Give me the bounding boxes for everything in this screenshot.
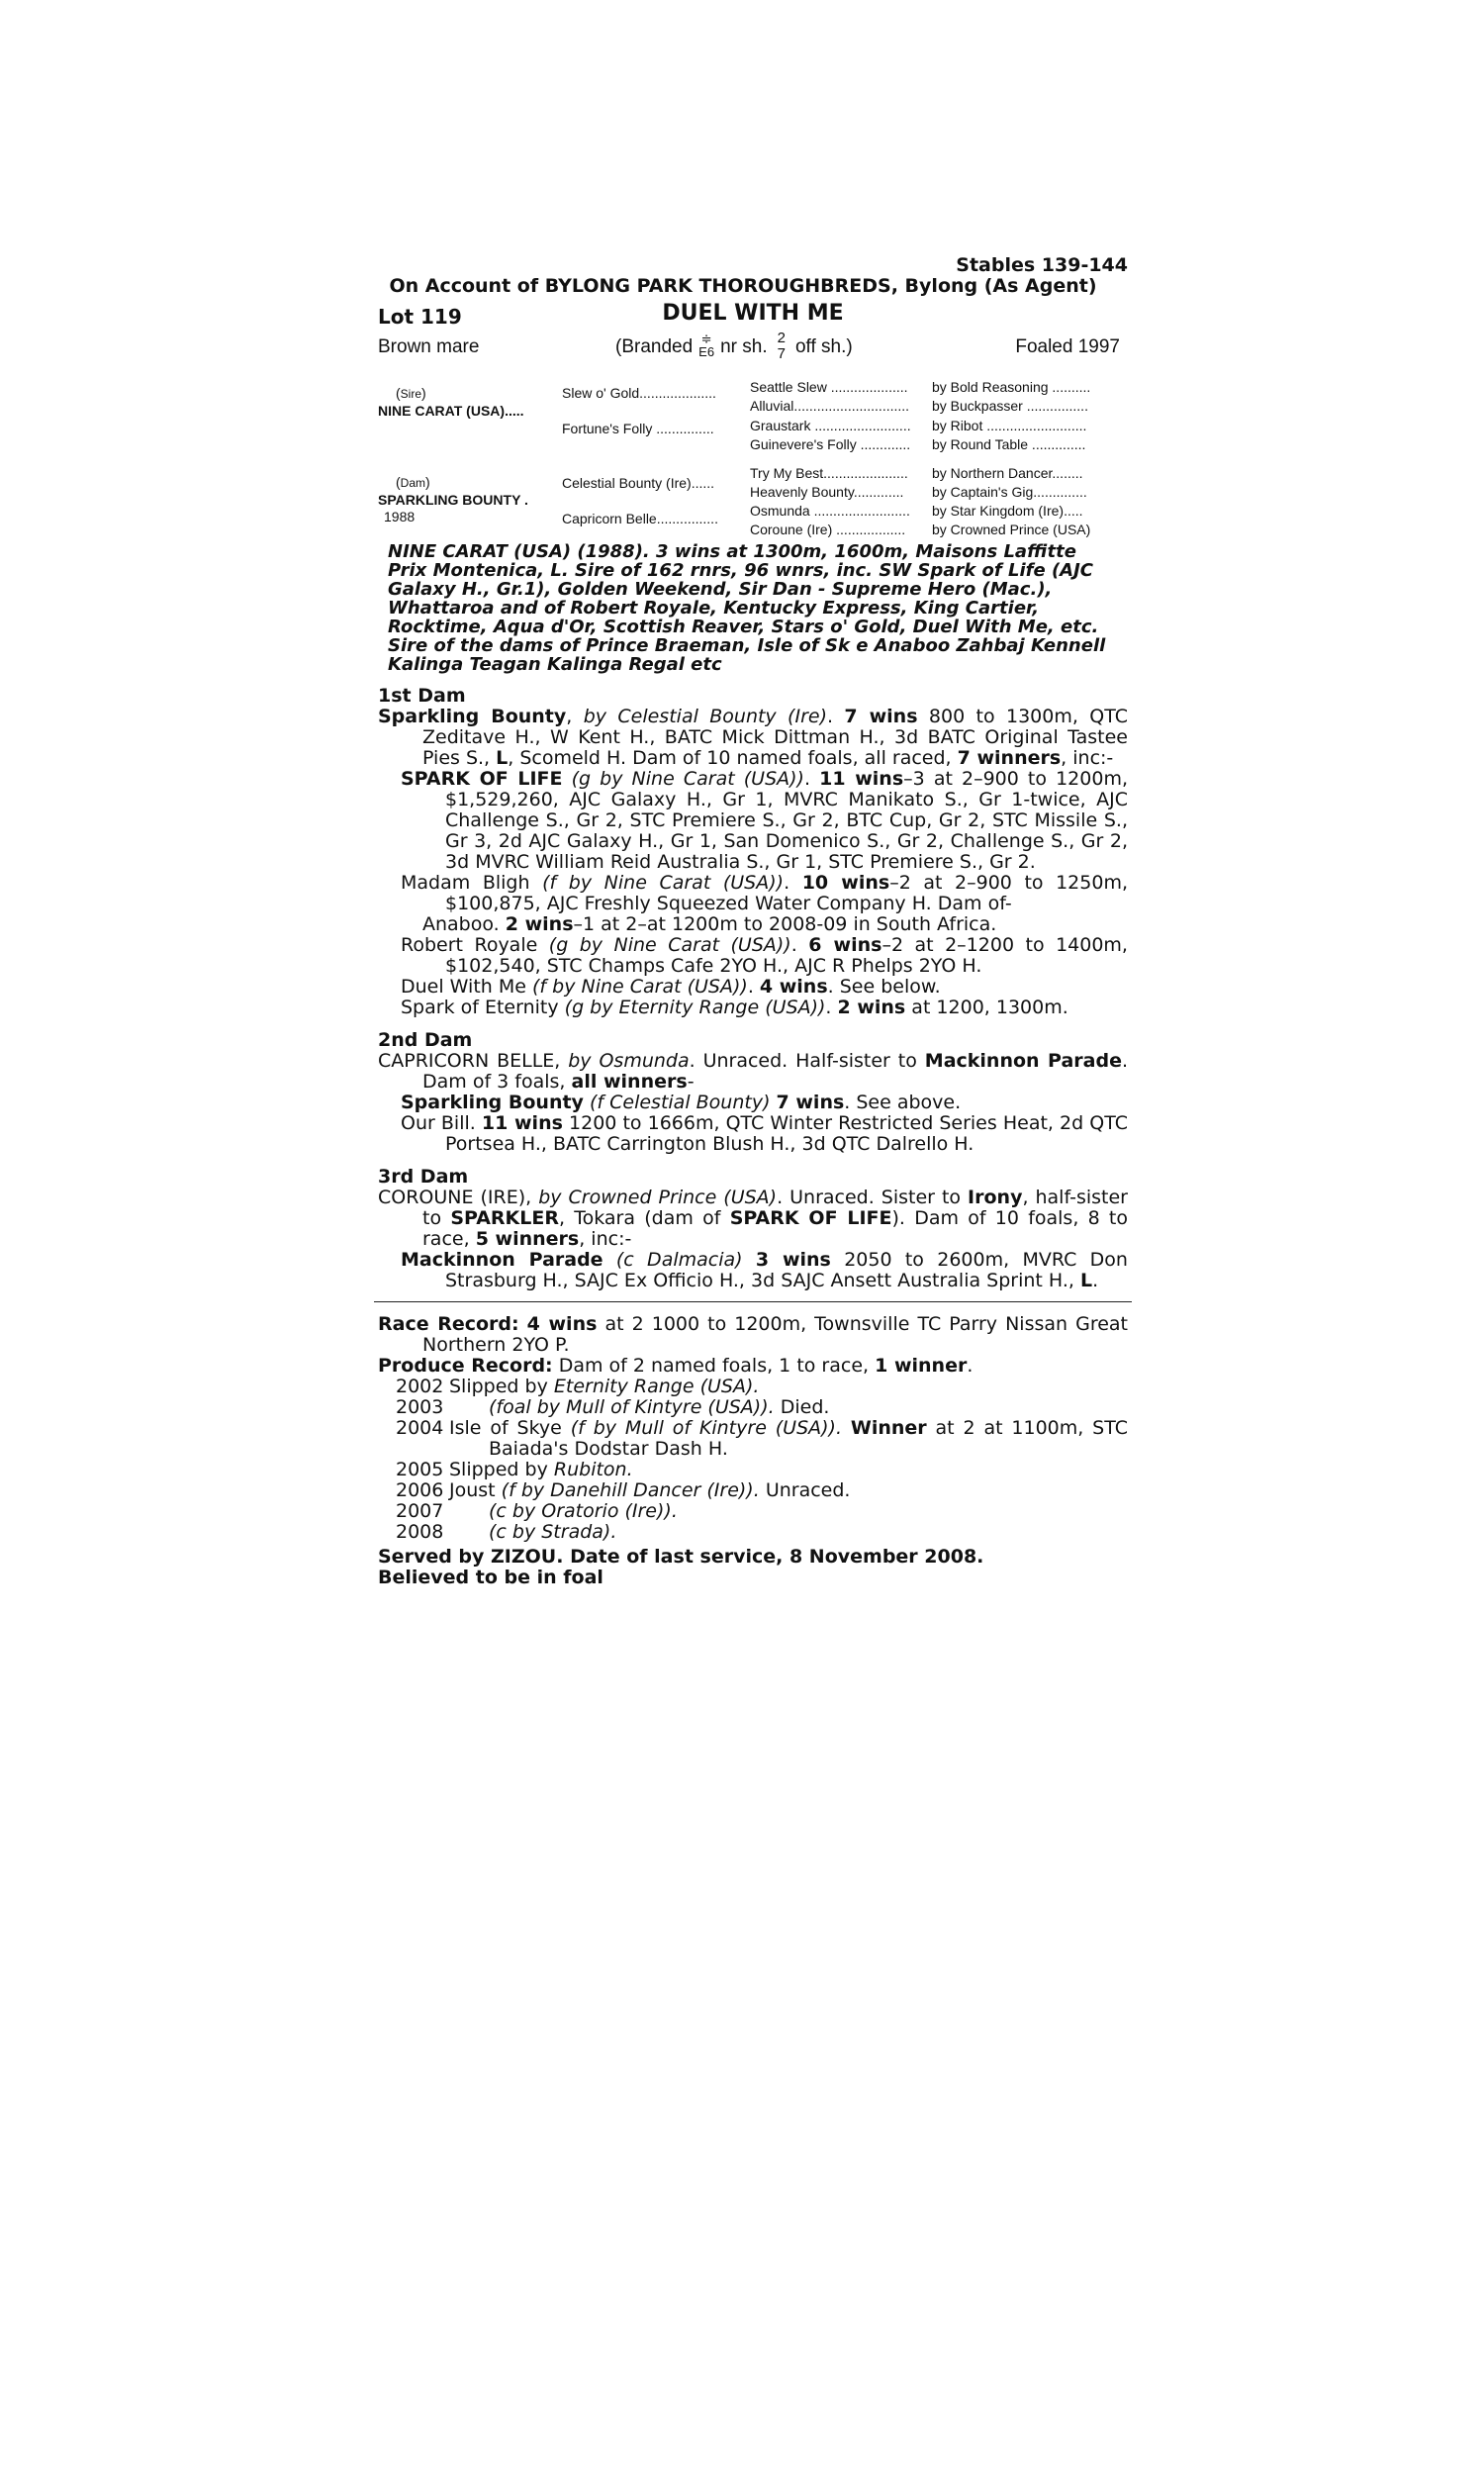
produce-year-pre: Slipped by bbox=[449, 1376, 548, 1397]
produce-year bbox=[396, 1522, 1128, 1543]
foal-wins: 7 wins bbox=[776, 1092, 845, 1113]
race-record-wins: 4 wins bbox=[526, 1313, 598, 1335]
first-dam-entry: Sparkling Bounty, by Celestial Bounty (Ire). 7 wins 800 to 1300m, QTC Zeditave H., W Kent H., BATC Mick Dittman H., 3d BATC Original Tastee Pies S., L, Scomeld H. Dam of 10 named foals, all raced, 7 winners, inc:- bbox=[378, 706, 1128, 769]
race-record bbox=[378, 1314, 1128, 1356]
produce-year-pre: Joust bbox=[449, 1479, 496, 1501]
foal-text: –2 at 2–900 to 1250m, $100,875, AJC Freshly Squeezed Water Company H. Dam of- bbox=[445, 872, 1128, 914]
first-dam-sire: by Celestial Bounty (Ire) bbox=[583, 706, 827, 727]
pedigree-table bbox=[378, 364, 1128, 537]
third-dam-sister: Irony bbox=[968, 1187, 1023, 1208]
grand-foal-entry: Anaboo. 2 wins–1 at 2–at 1200m to 2008-09 in South Africa. bbox=[422, 913, 997, 935]
sire-tag-text: Sire bbox=[400, 387, 422, 401]
first-dam-inc: , inc:- bbox=[1061, 747, 1114, 769]
gen3-2: Graustark ......................... bbox=[750, 418, 911, 433]
foal-sire: (g by Nine Carat (USA)) bbox=[548, 934, 791, 956]
sire-sire: Slew o' Gold.................... bbox=[562, 385, 716, 401]
produce-year-italic: (f by Mull of Kintyre (USA)). bbox=[570, 1417, 842, 1439]
foal-entry bbox=[401, 1250, 1128, 1291]
foal-entry bbox=[401, 1113, 1128, 1155]
foal-wins: 11 wins bbox=[819, 768, 904, 790]
gen3-2-text: Graustark bbox=[750, 418, 811, 433]
produce-year-italic: (foal by Mull of Kintyre (USA)). bbox=[489, 1396, 775, 1418]
produce-record-end: . bbox=[967, 1355, 974, 1377]
lot-number: Lot 119 bbox=[378, 305, 462, 329]
second-dam-sire: by Osmunda bbox=[568, 1050, 690, 1072]
gen4-0-text: by Bold Reasoning bbox=[932, 379, 1049, 395]
dam-tag-text: Dam bbox=[400, 476, 426, 490]
gen2-3: Capricorn Belle bbox=[562, 511, 657, 526]
foal-name: Sparkling Bounty bbox=[401, 1092, 584, 1113]
divider bbox=[374, 1301, 1132, 1302]
foal-sire: (g by Eternity Range (USA)) bbox=[564, 997, 826, 1018]
foal-wins: 6 wins bbox=[808, 934, 882, 956]
gen3-0-text: Seattle Slew bbox=[750, 379, 827, 395]
foal-name: Our Bill. bbox=[401, 1112, 476, 1134]
produce-year-italic: Eternity Range (USA). bbox=[553, 1376, 760, 1397]
produce-year-label: 2004 bbox=[396, 1417, 444, 1439]
second-dam-text2: Dam of 3 foals, bbox=[422, 1071, 566, 1093]
third-dam-text3: , Tokara (dam of bbox=[558, 1207, 721, 1229]
foal-text: . See below. bbox=[827, 976, 941, 998]
produce-year-label: 2007 bbox=[396, 1500, 444, 1522]
foal-name: Duel With Me bbox=[401, 976, 526, 998]
gen3-0: Seattle Slew .................... bbox=[750, 379, 908, 395]
gen3-4: Try My Best...................... bbox=[750, 465, 908, 481]
foal-name: Madam Bligh bbox=[401, 872, 530, 894]
produce-year-italic: Rubiton. bbox=[553, 1459, 633, 1480]
foal-end: . bbox=[1092, 1270, 1099, 1291]
dam-name-text: SPARKLING BOUNTY bbox=[378, 492, 521, 508]
gen3-6: Osmunda ......................... bbox=[750, 503, 910, 519]
third-dam-name: COROUNE (IRE) bbox=[378, 1187, 526, 1208]
gen4-4: by Northern Dancer........ bbox=[932, 465, 1083, 481]
first-dam-text1: 800 to 1300m, QTC Zeditave H., W Kent H., BATC Mick Dittman H., 3d BATC Original Tastee Pies S., bbox=[422, 706, 1128, 769]
first-dam-heading: 1st Dam bbox=[378, 685, 466, 707]
foal-sire: (f by Nine Carat (USA)) bbox=[542, 872, 785, 894]
brand-fraction bbox=[778, 331, 786, 362]
second-dam-entry: CAPRICORN BELLE, by Osmunda. Unraced. Half-sister to Mackinnon Parade. Dam of 3 foals, all winners- bbox=[378, 1050, 1128, 1093]
produce-year bbox=[396, 1397, 1128, 1418]
gen4-1: by Buckpasser ................ bbox=[932, 398, 1088, 414]
dam-dam: Capricorn Belle................ bbox=[562, 511, 718, 526]
gen3-4-text: Try My Best bbox=[750, 465, 824, 481]
produce-year-post: at 2 at 1100m, STC Baiada's Dodstar Dash H. bbox=[489, 1417, 1128, 1460]
foal-text: . See above. bbox=[844, 1092, 962, 1113]
foal-entry bbox=[401, 1093, 1128, 1113]
produce-record-winner: 1 winner bbox=[875, 1355, 968, 1377]
gen2-1: Fortune's Folly bbox=[562, 421, 653, 436]
brand-info bbox=[615, 330, 853, 362]
first-dam-listed: L bbox=[496, 747, 509, 769]
dam-year: 1988 bbox=[384, 509, 416, 524]
first-dam-wins: 7 wins bbox=[844, 706, 918, 727]
gen2-0: Slew o' Gold bbox=[562, 385, 640, 401]
foaled-year: Foaled 1997 bbox=[1015, 336, 1120, 357]
gen3-3-text: Guinevere's Folly bbox=[750, 436, 857, 452]
produce-year-post: Died. bbox=[780, 1396, 830, 1418]
foal-entry: Duel With Me (f by Nine Carat (USA)). 4 wins. See below. bbox=[401, 976, 941, 998]
foal-wins: 4 wins bbox=[759, 976, 828, 998]
second-dam-half-sister: Mackinnon Parade bbox=[924, 1050, 1122, 1072]
foal-wins: 10 wins bbox=[801, 872, 890, 894]
foal-sire: (c Dalmacia) bbox=[615, 1249, 743, 1271]
brand-open: (Branded bbox=[615, 336, 694, 357]
brand-den: 7 bbox=[777, 345, 786, 362]
brand-nr: nr sh. bbox=[720, 336, 768, 357]
produce-year bbox=[396, 1501, 1128, 1522]
foal-status: Believed to be in foal bbox=[378, 1567, 603, 1588]
foal-text: 1200 to 1666m, QTC Winter Restricted Series Heat, 2d QTC Portsea H., BATC Carrington Blush H., 3d QTC Dalrello H. bbox=[445, 1112, 1128, 1155]
foal-text: at 1200, 1300m. bbox=[911, 997, 1068, 1018]
produce-year bbox=[396, 1377, 1128, 1397]
foal-text: –3 at 2–900 to 1200m, $1,529,260, AJC Galaxy H., Gr 1, MVRC Manikato S., Gr 1-twice, AJC Challenge S., Gr 2, STC Premiere S., Gr 2, BTC Cup, Gr 2, STC Missile S., Gr 3, 2d AJC Galaxy H., Gr 1, San Domenico S., Gr 2, Challenge S., Gr 2, 3d MVRC William Reid Australia S., Gr 1, STC Premiere S., Gr 2. bbox=[445, 768, 1128, 873]
produce-year bbox=[396, 1480, 1128, 1501]
race-record-text: at 2 1000 to 1200m, Townsville TC Parry Nissan Great Northern 2YO P. bbox=[422, 1313, 1128, 1356]
sire-notes: NINE CARAT (USA) (1988). 3 wins at 1300m, 1600m, Maisons Laffitte Prix Montenica, L. Sire of 162 rnrs, 96 wnrs, inc. SW Spark of Life (AJC Galaxy H., Gr.1), Golden Weekend, Sir Dan - Supreme Hero (Mac.), Whattaroa and of Robert Royale, Kentucky Express, King Cartier, Rocktime, Aqua d'Or, Scottish Reaver, Stars o' Gold, Duel With Me, etc. Sire of the dams of Prince Braeman, Isle of Sk e Anaboo Zahbaj Kennell Kalinga Teagan Kalinga Regal etc bbox=[388, 541, 1106, 675]
second-dam-heading: 2nd Dam bbox=[378, 1029, 473, 1051]
foal-name: SPARK OF LIFE bbox=[401, 768, 563, 790]
second-dam-all-winners: all winners bbox=[571, 1071, 688, 1093]
foal-sire: (f by Nine Carat (USA)) bbox=[532, 976, 748, 998]
produce-year-label: 2005 bbox=[396, 1459, 444, 1480]
third-dam-text4: ). Dam of 10 foals, 8 to race, bbox=[422, 1207, 1129, 1250]
produce-record bbox=[378, 1356, 1128, 1377]
foal-entry: SPARK OF LIFE (g by Nine Carat (USA)). 11 wins–3 at 2–900 to 1200m, $1,529,260, AJC Galaxy H., Gr 1, MVRC Manikato S., Gr 1-twice, AJC Challenge S., Gr 2, STC Premiere S., Gr 2, BTC Cup, Gr 2, STC Missile S., Gr 3, 2d AJC Galaxy H., Gr 1, San Domenico S., Gr 2, Challenge S., Gr 2, 3d MVRC William Reid Australia S., Gr 1, STC Premiere S., Gr 2. bbox=[401, 768, 1128, 873]
gen3-1: Alluvial.............................. bbox=[750, 398, 910, 414]
produce-year-bold: Winner bbox=[850, 1417, 927, 1439]
dam-name: SPARKLING BOUNTY . bbox=[378, 492, 528, 508]
grand-foal-text: –1 at 2–at 1200m to 2008-09 in South Africa. bbox=[573, 913, 997, 935]
brand-mark bbox=[698, 333, 714, 358]
gen3-1-text: Alluvial bbox=[750, 398, 794, 414]
sire-name-text: NINE CARAT (USA) bbox=[378, 403, 506, 419]
foal-sire: (g by Nine Carat (USA)) bbox=[571, 768, 804, 790]
foal-name: Robert Royale bbox=[401, 934, 538, 956]
third-dam-winners: 5 winners bbox=[475, 1228, 580, 1250]
gen4-6-text: by Star Kingdom (Ire) bbox=[932, 503, 1065, 519]
third-dam-inc: , inc:- bbox=[579, 1228, 632, 1250]
brand-mark-text: E6 bbox=[698, 344, 715, 359]
vendor-line: On Account of BYLONG PARK THOROUGHBREDS, Bylong (As Agent) bbox=[389, 275, 1097, 297]
foal-entry: Spark of Eternity (g by Eternity Range (USA)). 2 wins at 1200, 1300m. bbox=[401, 997, 1068, 1018]
brand-off: off sh.) bbox=[794, 336, 853, 357]
lot-row bbox=[378, 303, 1128, 331]
horse-name: DUEL WITH ME bbox=[662, 301, 844, 326]
sire-tag: (Sire) bbox=[396, 385, 426, 401]
race-record-label: Race Record: bbox=[378, 1313, 519, 1335]
gen3-6-text: Osmunda bbox=[750, 503, 810, 519]
produce-year-italic: (c by Strada). bbox=[489, 1521, 617, 1543]
third-dam-sire: by Crowned Prince (USA) bbox=[538, 1187, 778, 1208]
foal-wins: 2 wins bbox=[837, 997, 906, 1018]
gen3-7-text: Coroune (Ire) bbox=[750, 522, 833, 537]
second-dam-name: CAPRICORN BELLE bbox=[378, 1050, 555, 1072]
third-dam-half: SPARKLER bbox=[450, 1207, 559, 1229]
foal-sire: (f Celestial Bounty) bbox=[589, 1092, 771, 1113]
first-dam-winners: 7 winners bbox=[957, 747, 1062, 769]
gen4-2-text: by Ribot bbox=[932, 418, 983, 433]
foal-wins: 3 wins bbox=[755, 1249, 831, 1271]
gen3-7: Coroune (Ire) .................. bbox=[750, 522, 906, 537]
sex-colour: Brown mare bbox=[378, 336, 480, 357]
third-dam-text1: . Unraced. Sister to bbox=[777, 1187, 962, 1208]
gen4-7 bbox=[932, 523, 1090, 537]
produce-year-pre: Isle of Skye bbox=[449, 1417, 562, 1439]
produce-year-italic: (f by Danehill Dancer (Ire)). bbox=[501, 1479, 760, 1501]
gen4-6: by Star Kingdom (Ire)..... bbox=[932, 503, 1083, 519]
foal-name: Mackinnon Parade bbox=[401, 1249, 603, 1271]
gen4-7-text: by Crowned Prince (USA) bbox=[932, 522, 1091, 537]
produce-year bbox=[396, 1460, 1128, 1480]
produce-year-label: 2002 bbox=[396, 1376, 444, 1397]
produce-year-label: 2003 bbox=[396, 1396, 444, 1418]
produce-year-italic: (c by Oratorio (Ire)). bbox=[489, 1500, 678, 1522]
first-dam-name: Sparkling Bounty bbox=[378, 706, 567, 727]
sire-dam: Fortune's Folly ............... bbox=[562, 421, 714, 436]
grand-foal-wins: 2 wins bbox=[505, 913, 574, 935]
produce-year bbox=[396, 1418, 1128, 1460]
brand-num: 2 bbox=[777, 330, 786, 346]
gen3-5: Heavenly Bounty............. bbox=[750, 484, 904, 500]
third-dam-entry: COROUNE (IRE), by Crowned Prince (USA). Unraced. Sister to Irony, half-sister to SPARKLER, Tokara (dam of SPARK OF LIFE). Dam of 10 foals, 8 to race, 5 winners, inc:- bbox=[378, 1187, 1129, 1250]
foal-entry: Madam Bligh (f by Nine Carat (USA)). 10 wins–2 at 2–900 to 1250m, $100,875, AJC Freshly Squeezed Water Company H. Dam of- bbox=[401, 872, 1128, 914]
gen2-2: Celestial Bounty (Ire) bbox=[562, 475, 692, 491]
gen4-0: by Bold Reasoning .......... bbox=[932, 379, 1091, 395]
produce-year-pre: Slipped by bbox=[449, 1459, 548, 1480]
produce-record-label: Produce Record: bbox=[378, 1355, 553, 1377]
gen3-5-text: Heavenly Bounty bbox=[750, 484, 854, 500]
produce-record-text: Dam of 2 named foals, 1 to race, bbox=[558, 1355, 870, 1377]
foal-listed: L bbox=[1080, 1270, 1093, 1291]
gen4-4-text: by Northern Dancer bbox=[932, 465, 1053, 481]
first-dam-text2: , Scomeld H. Dam of 10 named foals, all raced, bbox=[508, 747, 952, 769]
produce-year-post: Unraced. bbox=[765, 1479, 851, 1501]
brand-mark-icon: ≑ bbox=[700, 332, 712, 346]
dam-tag: (Dam) bbox=[396, 474, 430, 490]
gen3-3: Guinevere's Folly ............. bbox=[750, 436, 911, 452]
dam-sire: Celestial Bounty (Ire)...... bbox=[562, 475, 715, 491]
foal-text: –2 at 2–1200 to 1400m, $102,540, STC Champs Cafe 2YO H., AJC R Phelps 2YO H. bbox=[445, 934, 1128, 977]
sire-name: NINE CARAT (USA)..... bbox=[378, 403, 524, 419]
third-dam-heading: 3rd Dam bbox=[378, 1166, 469, 1188]
served-by: Served by ZIZOU. Date of last service, 8 November 2008. bbox=[378, 1546, 984, 1568]
foal-entry: Robert Royale (g by Nine Carat (USA)). 6 wins–2 at 2–1200 to 1400m, $102,540, STC Champs Cafe 2YO H., AJC R Phelps 2YO H. bbox=[401, 934, 1128, 977]
stables-number: Stables 139-144 bbox=[956, 254, 1128, 276]
gen4-5-text: by Captain's Gig bbox=[932, 484, 1034, 500]
third-dam-text2: , half-sister to bbox=[422, 1187, 1128, 1229]
gen4-2: by Ribot .......................... bbox=[932, 418, 1087, 433]
foal-name: Spark of Eternity bbox=[401, 997, 559, 1018]
horse-description bbox=[378, 331, 1128, 364]
foal-text: 2050 to 2600m, MVRC Don Strasburg H., SAJC Ex Officio H., 3d SAJC Ansett Australia Sprint H., bbox=[445, 1249, 1128, 1291]
grand-foal-name: Anaboo bbox=[422, 913, 494, 935]
second-dam-text3: - bbox=[687, 1071, 695, 1093]
produce-year-label: 2008 bbox=[396, 1521, 444, 1543]
produce-year-label: 2006 bbox=[396, 1479, 444, 1501]
catalogue-page bbox=[378, 255, 1128, 1588]
third-dam-dam-of: SPARK OF LIFE bbox=[729, 1207, 892, 1229]
gen4-5: by Captain's Gig.............. bbox=[932, 484, 1087, 500]
second-dam-text1: . Unraced. Half-sister to bbox=[689, 1050, 917, 1072]
gen4-3-text: by Round Table bbox=[932, 436, 1029, 452]
gen4-1-text: by Buckpasser bbox=[932, 398, 1023, 414]
foal-wins: 11 wins bbox=[481, 1112, 563, 1134]
gen4-3: by Round Table .............. bbox=[932, 436, 1086, 452]
